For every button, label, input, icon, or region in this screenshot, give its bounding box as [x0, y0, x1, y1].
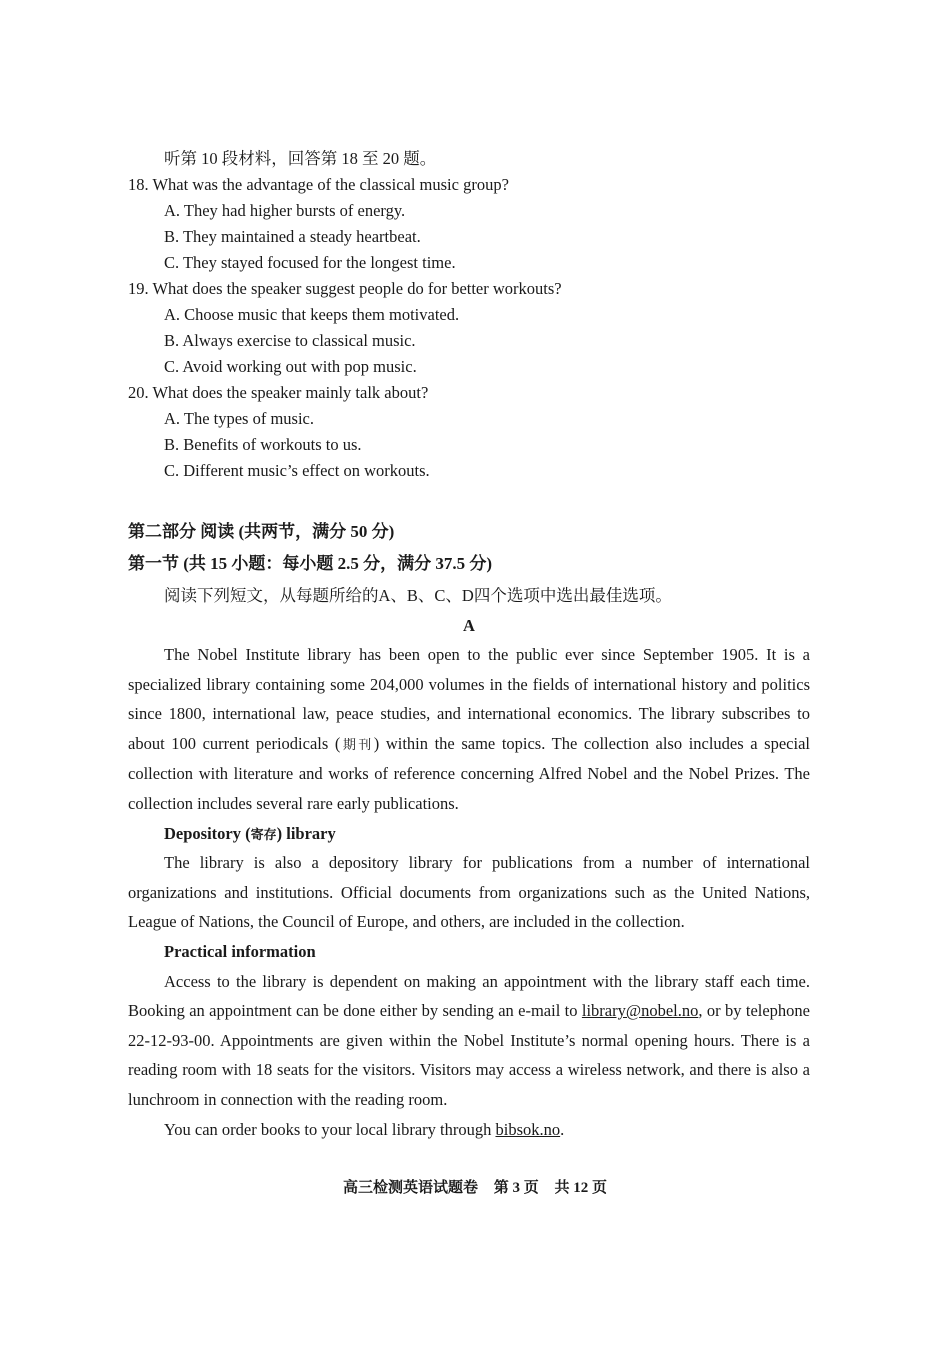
question-18 — [128, 172, 828, 276]
option-c: C. They stayed focused for the longest time. — [164, 253, 456, 272]
page-footer — [0, 1176, 950, 1197]
option-c: C. Avoid working out with pop music. — [164, 357, 417, 376]
paragraph-text: You can order books to your local library through — [164, 1119, 496, 1139]
option-b: B. Benefits of workouts to us. — [164, 435, 362, 454]
subheading-text: ) library — [276, 823, 336, 843]
gloss-cn: 期刊 — [340, 736, 374, 752]
paragraph-text: . — [560, 1119, 565, 1139]
paragraph-4 — [128, 1115, 810, 1145]
paragraph-1 — [128, 640, 810, 819]
subheading-practical: Practical information — [164, 941, 316, 961]
option-b: B. They maintained a steady heartbeat. — [164, 227, 421, 246]
listening-intro: 听第 10 段材料，回答第 18 至 20 题。 — [164, 149, 437, 168]
paragraph-text: Access to the library is dependent on making an appointment with the library staff each time. Booking an appointment can be done either by sending an e-mail to — [128, 971, 810, 1021]
option-c: C. Different music’s effect on workouts. — [164, 461, 430, 480]
option-b: B. Always exercise to classical music. — [164, 331, 416, 350]
part-title: 第二部分 阅读 (共两节，满分 50 分) — [128, 522, 395, 541]
option-a: A. Choose music that keeps them motivated. — [164, 305, 460, 324]
listening-section — [128, 146, 828, 484]
paragraph-text: , or by telephone 22-12-93-00. Appointments are given within the Nobel Institute’s normal opening hours. There is a reading room with 18 seats for the visitors. Visitors may access a wireless network, and there is also a lunchroom in connection with the reading room. — [128, 1001, 810, 1109]
gloss-cn: 寄存 — [250, 826, 277, 842]
footer-page: 第 3 页 — [493, 1180, 539, 1196]
email-link[interactable]: library@nobel.no — [581, 1001, 699, 1021]
passage-letter: A — [463, 616, 475, 635]
website-link[interactable]: bibsok.no — [495, 1119, 561, 1139]
footer-total: 共 12 页 — [554, 1180, 608, 1196]
paragraph-text: ) within the same topics. The collection also includes a special collection with literature and works of reference concerning Alfred Nobel and the Nobel Prizes. The collection includes several rare early publications. — [128, 733, 810, 813]
question-stem: 20. What does the speaker mainly talk about? — [128, 383, 429, 402]
reading-section — [128, 516, 810, 1144]
question-20 — [128, 380, 828, 484]
question-stem: 19. What does the speaker suggest people do for better workouts? — [128, 279, 562, 298]
subheading-depository — [128, 819, 810, 849]
subheading-text: Depository ( — [164, 823, 251, 843]
reading-instruction: 阅读下列短文，从每题所给的A、B、C、D四个选项中选出最佳选项。 — [164, 586, 672, 605]
option-a: A. The types of music. — [164, 409, 315, 428]
option-a: A. They had higher bursts of energy. — [164, 201, 406, 220]
paragraph-3 — [128, 967, 810, 1115]
footer-title: 高三检测英语试题卷 — [342, 1180, 478, 1196]
section-title: 第一节 (共 15 小题：每小题 2.5 分，满分 37.5 分) — [128, 554, 493, 573]
paragraph-text: The Nobel Institute library has been open to the public ever since September 1905. It is a specialized library containing some 204,000 volumes in the fields of international history and politics since 1800, international law, peace studies, and international economics. The library subscribes to about 100 current periodicals ( — [128, 645, 810, 753]
question-stem: 18. What was the advantage of the classical music group? — [128, 175, 509, 194]
paragraph-2: The library is also a depository library for publications from a number of international organizations and institutions. Official documents from organizations such as the United Nations, League of Nations, the Council of Europe, and others, are included in the collection. — [128, 853, 810, 932]
question-19 — [128, 276, 828, 380]
